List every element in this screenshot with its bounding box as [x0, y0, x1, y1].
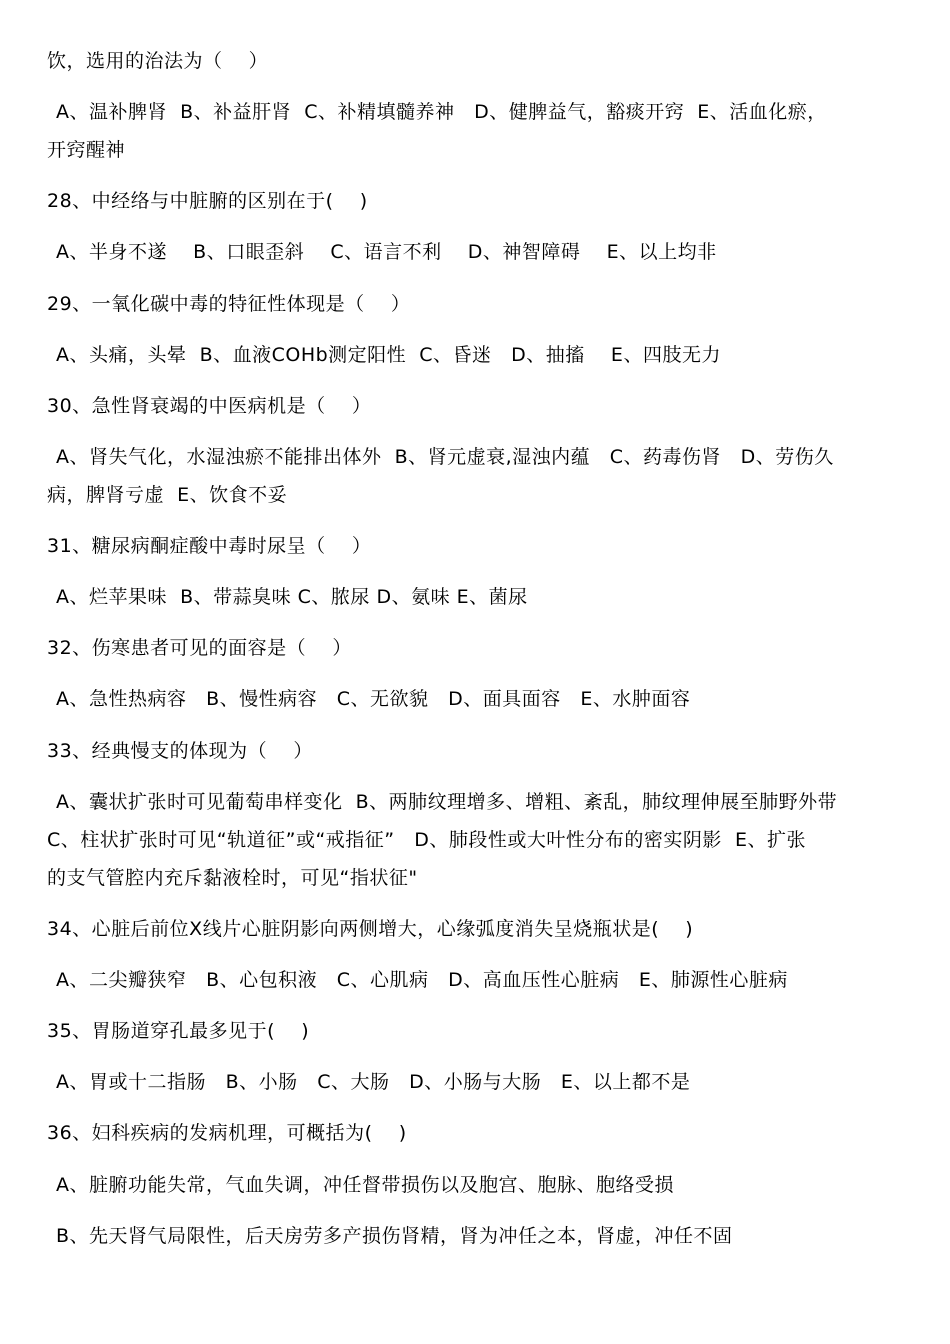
- question-31-stem: 31、糖尿病酮症酸中毒时尿呈（ ）: [47, 535, 372, 557]
- question-32-options: A、急性热病容 B、慢性病容 C、无欲貌 D、面具面容 E、水肿面容: [56, 688, 691, 710]
- question-34-stem: 34、心脏后前位X线片心脏阴影向两侧增大，心缘弧度消失呈烧瓶状是( ): [47, 918, 694, 940]
- question-36-stem: 36、妇科疾病的发病机理，可概括为( ): [47, 1122, 407, 1144]
- question-36-option-b: B、先天肾气局限性，后天房劳多产损伤肾精，肾为冲任之本，肾虚，冲任不固: [56, 1225, 733, 1247]
- question-36-option-a: A、脏腑功能失常，气血失调，冲任督带损伤以及胞宫、胞脉、胞络受损: [56, 1174, 674, 1196]
- question-35-stem: 35、胃肠道穿孔最多见于( ): [47, 1020, 310, 1042]
- question-29-stem: 29、一氧化碳中毒的特征性体现是（ ）: [47, 293, 411, 315]
- question-27-options: A、温补脾肾 B、补益肝肾 C、补精填髓养神 D、健脾益气，豁痰开窍 E、活血化瘀，: [56, 101, 827, 123]
- question-32-stem: 32、伤寒患者可见的面容是（ ）: [47, 637, 352, 659]
- question-30-options: A、肾失气化，水湿浊瘀不能排出体外 B、肾元虚衰,湿浊内蕴 C、药毒伤肾 D、劳伤久: [56, 446, 834, 468]
- question-33-options-line-2: C、柱状扩张时可见“轨道征”或“戒指征” D、肺段性或大叶性分布的密实阴影 E、扩张: [47, 829, 806, 851]
- question-34-options: A、二尖瓣狭窄 B、心包积液 C、心肌病 D、高血压性心脏病 E、肺源性心脏病: [56, 969, 788, 991]
- question-28-options: A、半身不遂 B、口眼歪斜 C、语言不利 D、神智障碍 E、以上均非: [56, 241, 717, 263]
- question-28-stem: 28、中经络与中脏腑的区别在于( ): [47, 190, 368, 212]
- question-27-options-continuation: 开窍醒神: [47, 139, 126, 161]
- question-30-options-continuation: 病，脾肾亏虚 E、饮食不妥: [47, 484, 288, 506]
- question-33-options-line-3: 的支气管腔内充斥黏液栓时，可见“指状征": [47, 867, 418, 889]
- question-27-stem-continuation: 饮，选用的治法为（ ）: [47, 50, 269, 72]
- question-31-options: A、烂苹果味 B、带蒜臭味 C、脓尿 D、氨味 E、菌尿: [56, 586, 528, 608]
- question-33-stem: 33、经典慢支的体现为（ ）: [47, 740, 313, 762]
- question-29-options: A、头痛，头晕 B、血液COHb测定阳性 C、昏迷 D、抽搐 E、四肢无力: [56, 344, 721, 366]
- question-35-options: A、胃或十二指肠 B、小肠 C、大肠 D、小肠与大肠 E、以上都不是: [56, 1071, 691, 1093]
- question-30-stem: 30、急性肾衰竭的中医病机是（ ）: [47, 395, 372, 417]
- question-33-options: A、囊状扩张时可见葡萄串样变化 B、两肺纹理增多、增粗、紊乱，肺纹理伸展至肺野外带: [56, 791, 838, 813]
